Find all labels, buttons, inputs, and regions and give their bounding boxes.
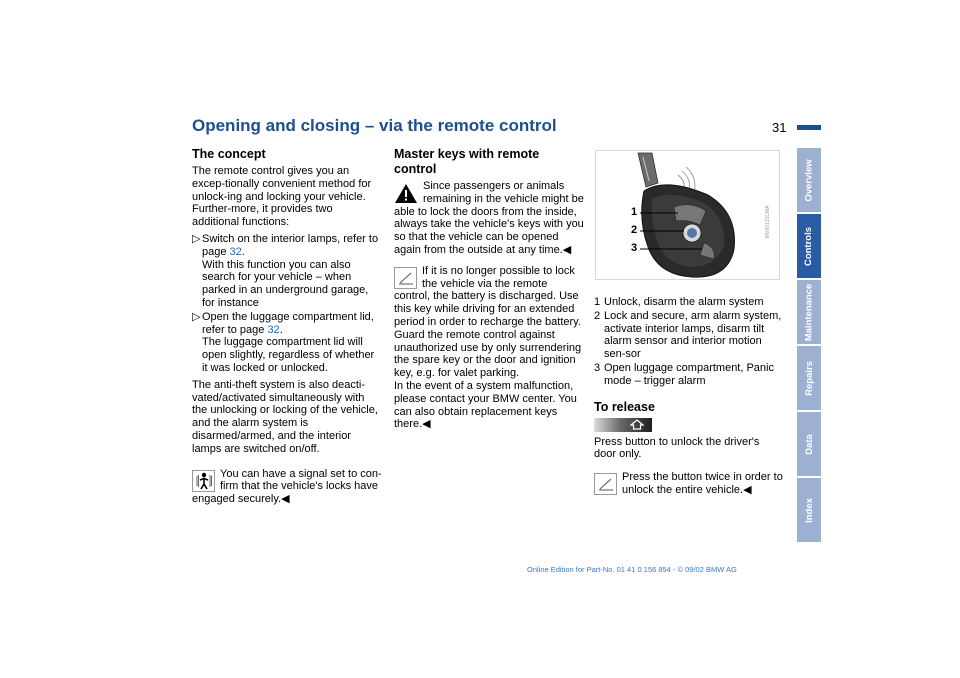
anti-theft-paragraph: The anti-theft system is also deacti-vated/activated simultaneously with the unlocking or locking of the vehicle, and the alarm system is disarmed/armed, and the interior lamps are switched on/off.	[192, 378, 378, 455]
info-note	[394, 265, 584, 431]
list-text: Open luggage compartment, Panic mode – trigger alarm	[604, 361, 774, 387]
tip-note	[192, 468, 382, 506]
tip-text: You can have a signal set to con-firm that the vehicle's locks have engaged securely.◀	[192, 467, 382, 506]
tab-maintenance[interactable]	[797, 280, 821, 344]
list-item	[594, 296, 784, 309]
tab-overview[interactable]	[797, 148, 821, 212]
list-number: 2	[594, 309, 601, 322]
release-note-text: Press the button twice in order to unlock the entire vehicle.◀	[622, 471, 783, 496]
remote-key-figure	[595, 150, 780, 280]
tab-label: Overview	[803, 158, 815, 202]
release-note	[594, 471, 784, 497]
bullet-subtext: With this function you can also search for your vehicle – when parked in an underground garage, for instance	[202, 258, 369, 309]
bullet-text: Open the luggage compartment lid, refer to page	[202, 310, 374, 336]
intro-paragraph: The remote control gives you an excep-tionally convenient method for unlock-ing and locking your vehicle. Further-more, it provides two additional functions:	[192, 165, 372, 229]
column-concept	[192, 147, 382, 506]
tab-label: Index	[803, 497, 815, 523]
list-text: Lock and secure, arm alarm system, activate interior lamps, disarm tilt alarm sensor and interior motion sen-sor	[604, 309, 782, 361]
release-text: Press button to unlock the driver's door only.	[594, 435, 760, 461]
bullet-punct: .	[241, 245, 245, 258]
heading-the-concept: The concept	[192, 147, 266, 161]
bullet-punct: .	[279, 323, 283, 336]
tab-label: Data	[803, 433, 815, 455]
note-pencil-icon	[594, 473, 617, 495]
tab-label: Maintenance	[803, 283, 815, 341]
tab-controls[interactable]	[797, 214, 821, 278]
info-text: If it is no longer possible to lock the vehicle via the remote control, the battery is discharged. Use this key while driving for an extended period in order to recharge the battery. Guard the remote control against unauthorized use by only surrendering the spare key or the door and ignition key, e.g. for valet parking.	[394, 264, 582, 380]
warning-note	[394, 180, 584, 257]
page-number: 31	[772, 120, 787, 135]
bullet-interior-lamps	[192, 233, 382, 310]
warning-triangle-icon	[394, 182, 418, 204]
list-item	[594, 310, 784, 361]
footer-edition: Online Edition for Part-No. 01 41 0 156 854 - © 09/02 BMW AG	[527, 565, 737, 574]
bullet-subtext: The luggage compartment lid will open slightly, regardless of whether it was locked or unlocked.	[202, 336, 375, 374]
warning-text: Since passengers or animals remaining in the vehicle might be able to lock the doors from the inside, always take the vehicle's keys with you so that the vehicle can be opened again from the outside at any time.◀	[394, 180, 584, 256]
bullet-marker: ▷	[192, 310, 201, 323]
person-tip-icon	[192, 470, 215, 492]
figure-label-1: 1	[631, 206, 638, 218]
page-number-bar	[797, 125, 821, 130]
column-master-keys	[394, 147, 584, 431]
unlock-button-icon	[594, 418, 652, 432]
page-title: Opening and closing – via the remote control	[192, 116, 557, 135]
tab-data[interactable]	[797, 412, 821, 476]
bullet-marker: ▷	[192, 232, 201, 245]
column-release	[594, 296, 784, 497]
list-number: 3	[594, 361, 601, 374]
tab-repairs[interactable]	[797, 346, 821, 410]
bullet-text: Switch on the interior lamps, refer to page	[202, 232, 379, 258]
list-text: Unlock, disarm the alarm system	[604, 296, 764, 308]
tab-label: Repairs	[803, 360, 815, 396]
heading-to-release: To release	[594, 399, 655, 414]
page-link-32[interactable]: 32	[267, 323, 280, 336]
note-pencil-icon	[394, 267, 417, 289]
info-text-2: In the event of a system malfunction, please contact your BMW center. You can also obtain replacement keys there.◀	[394, 379, 577, 431]
figure-label-3: 3	[631, 242, 638, 254]
heading-master-keys: Master keys with remote control	[394, 147, 540, 176]
figure-code: MV00131CMA	[765, 205, 771, 238]
figure-label-2: 2	[631, 224, 638, 236]
list-item	[594, 362, 784, 388]
section-tabs	[797, 148, 821, 544]
tab-index[interactable]	[797, 478, 821, 542]
page-link-32[interactable]: 32	[229, 245, 242, 258]
tab-label: Controls	[803, 226, 815, 266]
bullet-luggage-lid	[192, 311, 382, 375]
list-number: 1	[594, 296, 601, 308]
